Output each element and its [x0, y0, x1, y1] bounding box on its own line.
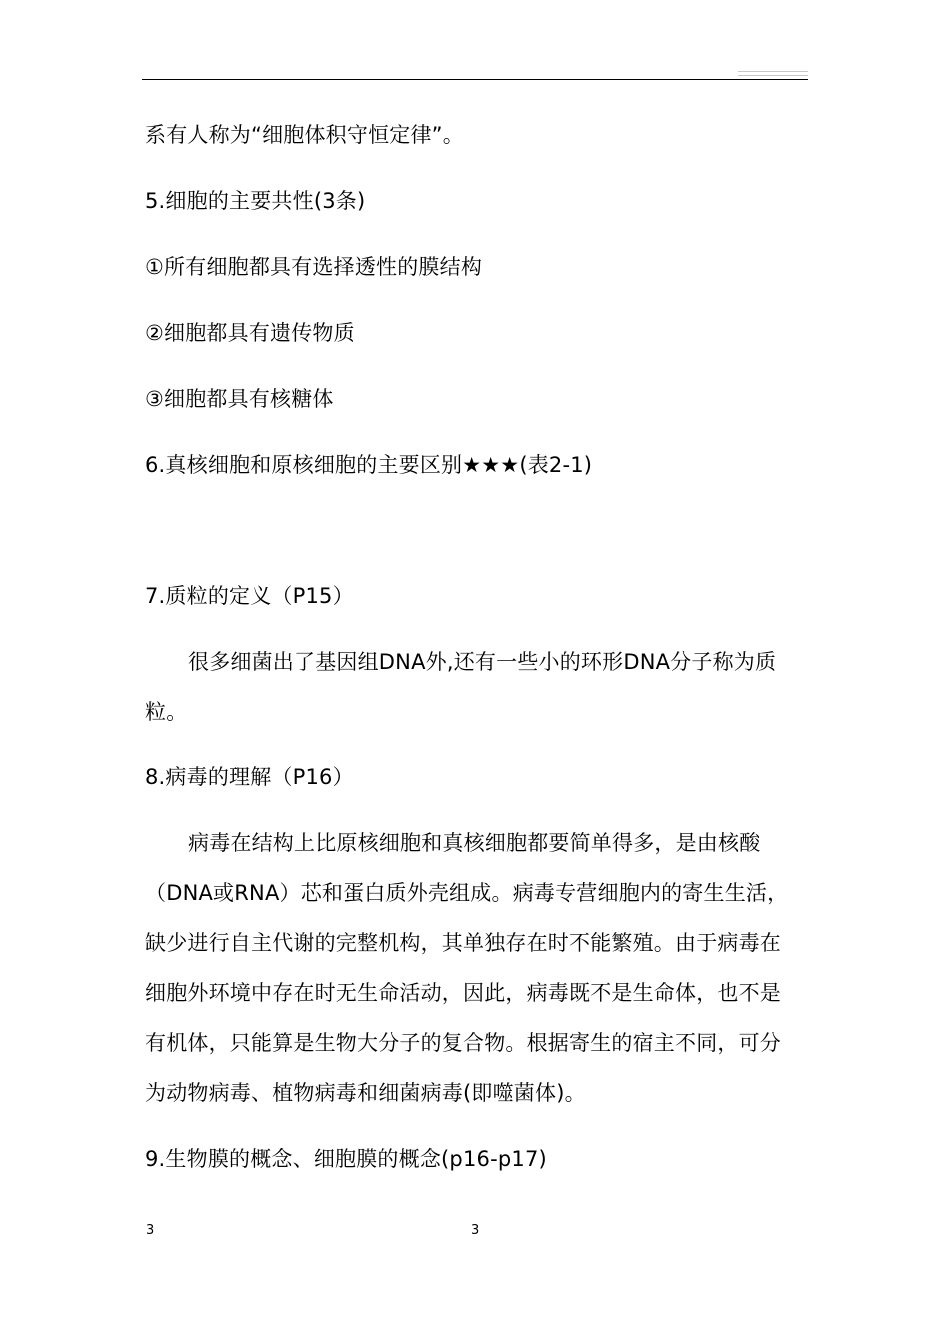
paragraph-line: （DNA或RNA）芯和蛋白质外壳组成。病毒专营细胞内的寄生生活， — [145, 881, 789, 905]
paragraph-line: 缺少进行自主代谢的完整机构，其单独存在时不能繁殖。由于病毒在 — [145, 931, 781, 955]
list-item-1: ①所有细胞都具有选择透性的膜结构 — [145, 255, 483, 279]
section-heading-8: 8.病毒的理解（P16） — [145, 765, 354, 789]
paragraph-line: 病毒在结构上比原核细胞和真核细胞都要简单得多，是由核酸 — [188, 831, 761, 855]
header-decoration-line — [738, 71, 808, 72]
paragraph-line: 粒。 — [145, 700, 188, 724]
list-item-2: ②细胞都具有遗传物质 — [145, 321, 355, 345]
footer-page-number-left: 3 — [146, 1223, 155, 1238]
paragraph-line: 细胞外环境中存在时无生命活动，因此，病毒既不是生命体，也不是 — [145, 981, 781, 1005]
section-heading-9: 9.生物膜的概念、细胞膜的概念(p16-p17) — [145, 1147, 547, 1171]
list-item-3: ③细胞都具有核糖体 — [145, 387, 334, 411]
header-decoration-line — [738, 75, 808, 76]
section-heading-6: 6.真核细胞和原核细胞的主要区别★★★(表2-1) — [145, 453, 593, 477]
footer-page-number-center: 3 — [471, 1223, 480, 1238]
paragraph-continuation: 系有人称为“细胞体积守恒定律”。 — [145, 123, 464, 147]
paragraph-line: 有机体，只能算是生物大分子的复合物。根据寄生的宿主不同，可分 — [145, 1031, 781, 1055]
paragraph-line: 为动物病毒、植物病毒和细菌病毒(即噬菌体)。 — [145, 1081, 586, 1105]
section-heading-5: 5.细胞的主要共性(3条) — [145, 189, 366, 213]
header-rule — [142, 79, 808, 80]
paragraph-line: 很多细菌出了基因组DNA外,还有一些小的环形DNA分子称为质 — [188, 650, 777, 674]
section-heading-7: 7.质粒的定义（P15） — [145, 584, 354, 608]
